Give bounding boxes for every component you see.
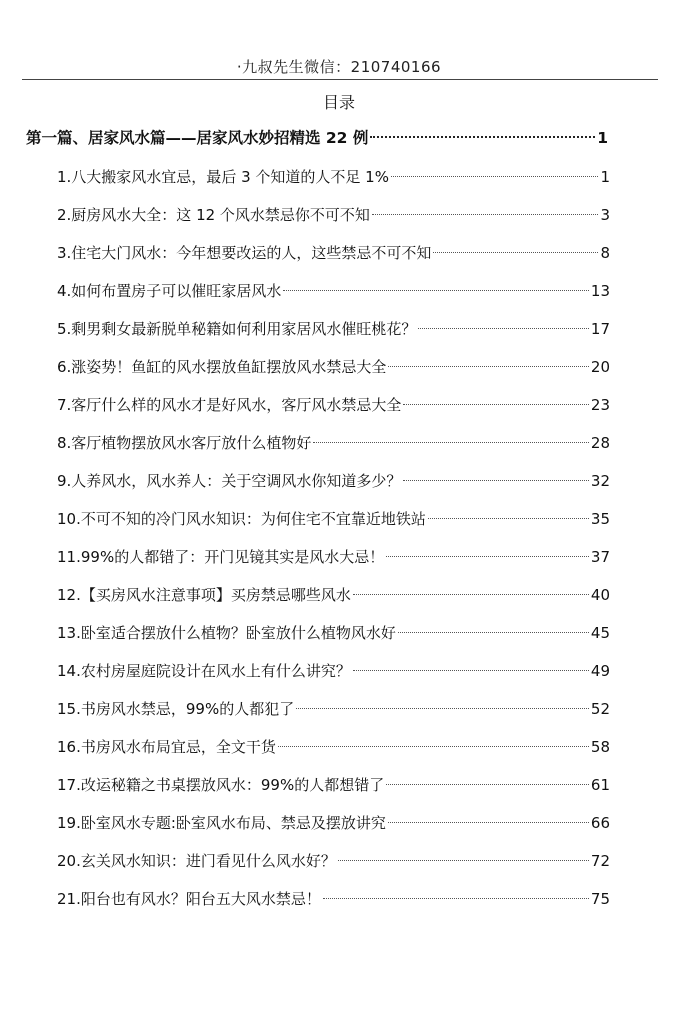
toc-entry-15[interactable] xyxy=(57,697,610,721)
dot-leader xyxy=(370,136,595,138)
toc-entry-page: 49 xyxy=(590,662,610,680)
dot-leader xyxy=(433,252,598,253)
toc-section-entry[interactable] xyxy=(26,126,608,150)
dot-leader xyxy=(338,860,589,861)
dot-leader xyxy=(388,366,589,367)
toc-entry-label: 12.【买房风水注意事项】买房禁忌哪些风水 xyxy=(57,586,351,604)
toc-entry-10[interactable] xyxy=(57,507,610,531)
toc-entry-label: 19.卧室风水专题:卧室风水布局、禁忌及摆放讲究 xyxy=(57,814,386,832)
toc-entry-19[interactable] xyxy=(57,811,610,835)
dot-leader xyxy=(278,746,589,747)
toc-entry-7[interactable] xyxy=(57,393,610,417)
toc-entry-4[interactable] xyxy=(57,279,610,303)
dot-leader xyxy=(386,556,589,557)
dot-leader xyxy=(403,480,589,481)
toc-entry-label: 8.客厅植物摆放风水客厅放什么植物好 xyxy=(57,434,312,452)
dot-leader xyxy=(428,518,589,519)
toc-entry-page: 20 xyxy=(590,358,610,376)
dot-leader xyxy=(296,708,589,709)
toc-entry-page: 1 xyxy=(600,168,610,186)
toc-entry-14[interactable] xyxy=(57,659,610,683)
toc-entry-label: 3.住宅大门风水：今年想要改运的人，这些禁忌不可不知 xyxy=(57,244,432,262)
dot-leader xyxy=(418,328,589,329)
dot-leader xyxy=(372,214,599,215)
dot-leader xyxy=(313,442,589,443)
toc-entry-page: 35 xyxy=(590,510,610,528)
toc-entry-9[interactable] xyxy=(57,469,610,493)
toc-section-page: 1 xyxy=(597,129,608,147)
toc-entry-page: 32 xyxy=(590,472,610,490)
toc-entry-13[interactable] xyxy=(57,621,610,645)
toc-entry-page: 40 xyxy=(590,586,610,604)
toc-entry-12[interactable] xyxy=(57,583,610,607)
toc-entry-label: 9.人养风水，风水养人：关于空调风水你知道多少？ xyxy=(57,472,402,490)
toc-entry-label: 4.如何布置房子可以催旺家居风水 xyxy=(57,282,282,300)
toc-entry-page: 8 xyxy=(600,244,610,262)
toc-entry-8[interactable] xyxy=(57,431,610,455)
dot-leader xyxy=(391,176,598,177)
toc-entry-page: 23 xyxy=(590,396,610,414)
toc-entry-label: 10.不可不知的冷门风水知识：为何住宅不宜靠近地铁站 xyxy=(57,510,426,528)
dot-leader xyxy=(283,290,589,291)
toc-entry-page: 52 xyxy=(590,700,610,718)
toc-entry-label: 16.书房风水布局宜忌，全文干货 xyxy=(57,738,276,756)
dot-leader xyxy=(353,594,589,595)
toc-entry-11[interactable] xyxy=(57,545,610,569)
toc-entry-16[interactable] xyxy=(57,735,610,759)
toc-entry-label: 11.99%的人都错了：开门见镜其实是风水大忌！ xyxy=(57,548,385,566)
toc-entry-label: 17.改运秘籍之书桌摆放风水：99%的人都想错了 xyxy=(57,776,385,794)
dot-leader xyxy=(398,632,589,633)
toc-entry-21[interactable] xyxy=(57,887,610,911)
toc-entry-3[interactable] xyxy=(57,241,610,265)
toc-entry-label: 21.阳台也有风水？阳台五大风水禁忌！ xyxy=(57,890,321,908)
toc-entry-label: 6.涨姿势！鱼缸的风水摆放鱼缸摆放风水禁忌大全 xyxy=(57,358,387,376)
toc-entry-page: 72 xyxy=(590,852,610,870)
page-header: ·九叔先生微信：210740166 xyxy=(236,58,442,76)
toc-entry-label: 15.书房风水禁忌，99%的人都犯了 xyxy=(57,700,295,718)
toc-entry-2[interactable] xyxy=(57,203,610,227)
toc-entry-label: 20.玄关风水知识：进门看见什么风水好？ xyxy=(57,852,336,870)
toc-entry-6[interactable] xyxy=(57,355,610,379)
dot-leader xyxy=(323,898,589,899)
toc-entry-label: 7.客厅什么样的风水才是好风水，客厅风水禁忌大全 xyxy=(57,396,402,414)
toc-entry-page: 28 xyxy=(590,434,610,452)
toc-entry-label: 5.剩男剩女最新脱单秘籍如何利用家居风水催旺桃花？ xyxy=(57,320,417,338)
toc-entry-20[interactable] xyxy=(57,849,610,873)
toc-entry-1[interactable] xyxy=(57,165,610,189)
dot-leader xyxy=(386,784,589,785)
dot-leader xyxy=(353,670,589,671)
toc-entry-page: 17 xyxy=(590,320,610,338)
toc-entry-label: 14.农村房屋庭院设计在风水上有什么讲究？ xyxy=(57,662,351,680)
toc-entry-17[interactable] xyxy=(57,773,610,797)
toc-entry-label: 2.厨房风水大全：这 12 个风水禁忌你不可不知 xyxy=(57,206,370,224)
toc-entry-label: 1.八大搬家风水宜忌，最后 3 个知道的人不足 1% xyxy=(57,168,389,186)
dot-leader xyxy=(403,404,589,405)
toc-entry-page: 58 xyxy=(590,738,610,756)
toc-entry-5[interactable] xyxy=(57,317,610,341)
toc-entry-page: 61 xyxy=(590,776,610,794)
header-divider xyxy=(22,79,658,80)
toc-entry-page: 66 xyxy=(590,814,610,832)
toc-entry-page: 3 xyxy=(600,206,610,224)
toc-entry-page: 13 xyxy=(590,282,610,300)
toc-entry-page: 37 xyxy=(590,548,610,566)
dot-leader xyxy=(388,822,589,823)
toc-entry-label: 13.卧室适合摆放什么植物？卧室放什么植物风水好 xyxy=(57,624,396,642)
toc-entry-page: 75 xyxy=(590,890,610,908)
toc-title: 目录 xyxy=(322,93,355,112)
toc-entry-page: 45 xyxy=(590,624,610,642)
toc-section-label: 第一篇、居家风水篇——居家风水妙招精选 22 例 xyxy=(26,129,369,147)
